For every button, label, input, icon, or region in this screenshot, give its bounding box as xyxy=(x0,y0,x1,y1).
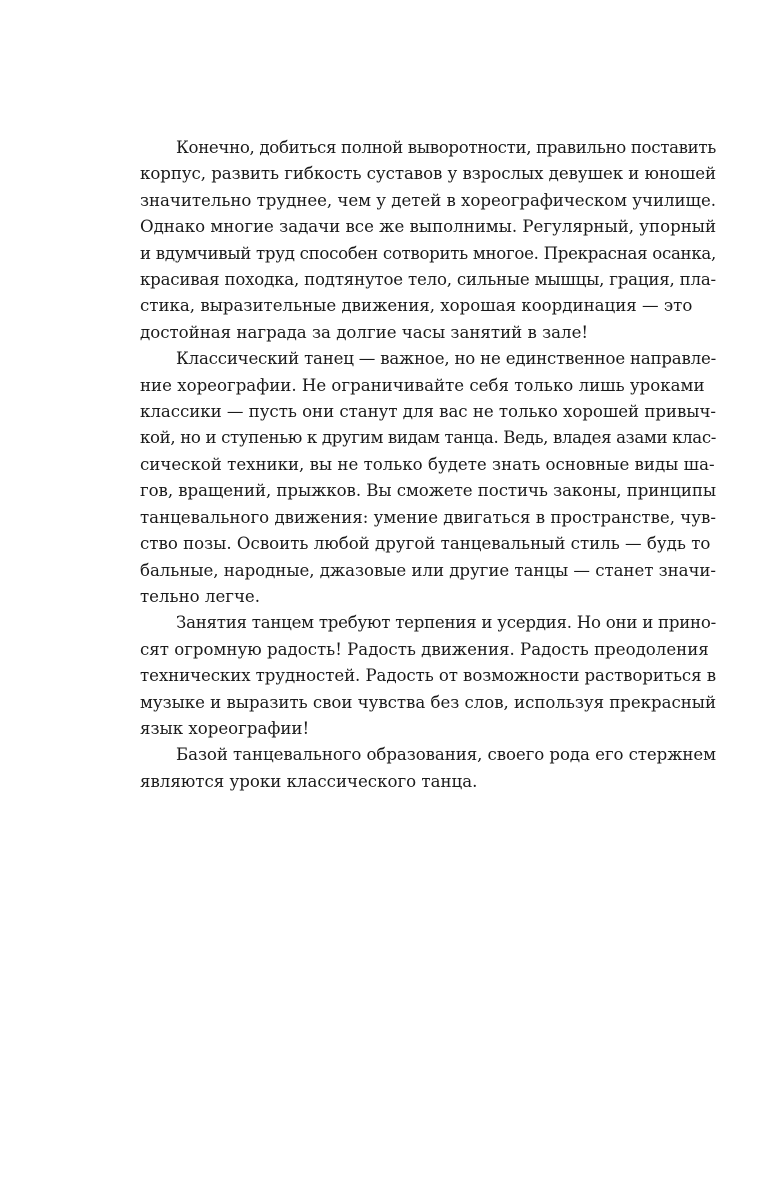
text-line: корпус, развить гибкость суставов у взрослых девушек и юношей xyxy=(140,164,716,184)
text-line: достойная награда за долгие часы занятий в зале! xyxy=(140,322,589,342)
text-line: Классический танец — важное, но не единственное направле- xyxy=(176,349,716,369)
text-line: ство позы. Освоить любой другой танцевальный стиль — будь то xyxy=(140,534,711,554)
text-line: Базой танцевального образования, своего рода его стержнем xyxy=(176,745,716,765)
text-line: гов, вращений, прыжков. Вы сможете постичь законы, принципы xyxy=(140,481,716,501)
text-line: кой, но и ступенью к другим видам танца. Ведь, владея азами клас- xyxy=(140,428,717,448)
text-line: Однако многие задачи все же выполнимы. Регулярный, упорный xyxy=(140,217,717,237)
text-line: сической техники, вы не только будете знать основные виды ша- xyxy=(140,454,715,474)
text-line: и вдумчивый труд способен сотворить многое. Прекрасная осанка, xyxy=(140,243,716,263)
text-line: технических трудностей. Радость от возможности раствориться в xyxy=(140,666,716,686)
text-line: классики — пусть они станут для вас не только хорошей привыч- xyxy=(140,402,716,422)
paragraph-1 xyxy=(104,135,717,346)
text-line: ние хореографии. Не ограничивайте себя только лишь уроками xyxy=(140,375,705,395)
text-line: танцевального движения: умение двигаться в пространстве, чув- xyxy=(140,507,716,527)
text-line: красивая походка, подтянутое тело, сильные мышцы, грация, пла- xyxy=(140,270,716,290)
paragraph-3 xyxy=(104,610,716,742)
text-line: стика, выразительные движения, хорошая координация — это xyxy=(140,296,693,316)
text-line: Занятия танцем требуют терпения и усердия. Но они и прино- xyxy=(176,613,716,633)
text-line: значительно труднее, чем у детей в хореографическом училище. xyxy=(140,190,716,210)
text-line: Конечно, добиться полной выворотности, правильно поставить xyxy=(176,138,716,157)
text-line: тельно легче. xyxy=(140,586,261,606)
text-line: сят огромную радость! Радость движения. Радость преодоления xyxy=(140,639,709,659)
paragraph-4 xyxy=(104,742,716,795)
text-line: бальные, народные, джазовые или другие танцы — станет значи- xyxy=(140,560,716,580)
text-line: являются уроки классического танца. xyxy=(140,771,478,791)
page-body xyxy=(104,135,717,795)
paragraph-2 xyxy=(104,346,717,610)
text-line: музыке и выразить свои чувства без слов, используя прекрасный xyxy=(140,692,716,712)
text-line: язык хореографии! xyxy=(140,718,310,738)
